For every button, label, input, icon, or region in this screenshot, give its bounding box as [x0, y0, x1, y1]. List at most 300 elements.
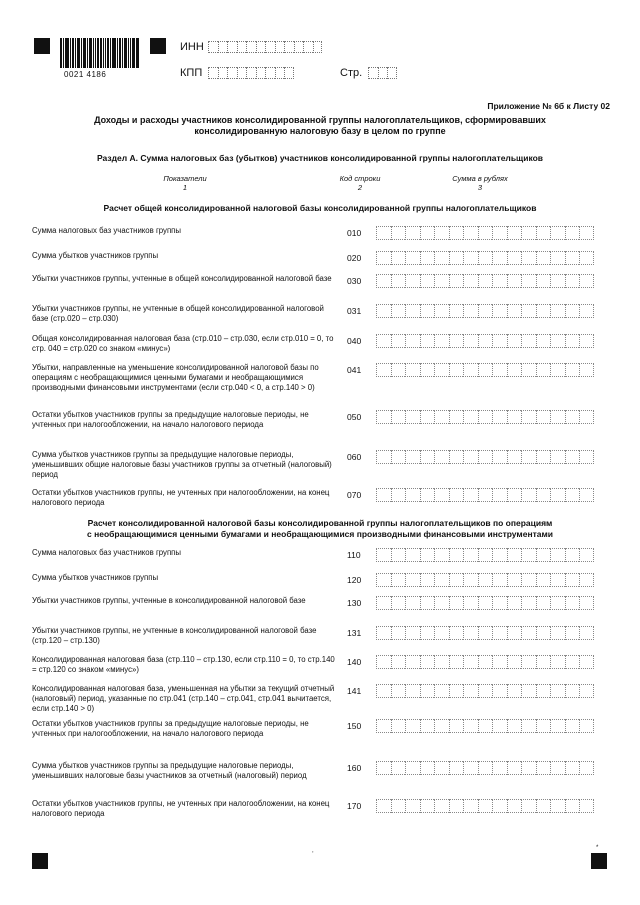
amount-cell[interactable]	[391, 626, 406, 640]
input-cell[interactable]	[284, 41, 294, 53]
amount-cell[interactable]	[550, 410, 565, 424]
amount-cell[interactable]	[449, 684, 464, 698]
amount-cell[interactable]	[478, 488, 493, 502]
amount-field-010[interactable]	[376, 226, 594, 240]
amount-cell[interactable]	[579, 488, 594, 502]
amount-field-130[interactable]	[376, 596, 594, 610]
amount-field-120[interactable]	[376, 573, 594, 587]
amount-cell[interactable]	[391, 761, 406, 775]
input-cell[interactable]	[275, 67, 285, 79]
amount-cell[interactable]	[420, 450, 435, 464]
amount-cell[interactable]	[420, 573, 435, 587]
amount-cell[interactable]	[434, 450, 449, 464]
amount-cell[interactable]	[565, 548, 580, 562]
amount-cell[interactable]	[492, 719, 507, 733]
amount-cell[interactable]	[434, 761, 449, 775]
amount-cell[interactable]	[420, 655, 435, 669]
input-cell[interactable]	[208, 67, 218, 79]
amount-cell[interactable]	[565, 684, 580, 698]
input-cell[interactable]	[246, 41, 256, 53]
amount-cell[interactable]	[507, 761, 522, 775]
amount-cell[interactable]	[449, 274, 464, 288]
amount-cell[interactable]	[536, 488, 551, 502]
amount-cell[interactable]	[565, 334, 580, 348]
amount-cell[interactable]	[463, 334, 478, 348]
amount-cell[interactable]	[391, 363, 406, 377]
amount-cell[interactable]	[565, 226, 580, 240]
amount-cell[interactable]	[420, 799, 435, 813]
amount-cell[interactable]	[492, 226, 507, 240]
amount-cell[interactable]	[507, 548, 522, 562]
input-cell[interactable]	[237, 67, 247, 79]
amount-cell[interactable]	[391, 684, 406, 698]
amount-cell[interactable]	[536, 799, 551, 813]
amount-cell[interactable]	[449, 226, 464, 240]
amount-cell[interactable]	[550, 274, 565, 288]
amount-cell[interactable]	[521, 488, 536, 502]
amount-cell[interactable]	[478, 719, 493, 733]
amount-field-160[interactable]	[376, 761, 594, 775]
amount-cell[interactable]	[536, 450, 551, 464]
amount-cell[interactable]	[492, 251, 507, 265]
amount-cell[interactable]	[376, 274, 391, 288]
amount-cell[interactable]	[449, 410, 464, 424]
amount-cell[interactable]	[507, 251, 522, 265]
amount-cell[interactable]	[420, 719, 435, 733]
amount-cell[interactable]	[521, 799, 536, 813]
amount-cell[interactable]	[492, 626, 507, 640]
amount-cell[interactable]	[463, 488, 478, 502]
amount-cell[interactable]	[492, 684, 507, 698]
amount-cell[interactable]	[550, 334, 565, 348]
amount-cell[interactable]	[376, 719, 391, 733]
amount-cell[interactable]	[507, 274, 522, 288]
amount-cell[interactable]	[550, 251, 565, 265]
amount-cell[interactable]	[420, 761, 435, 775]
amount-cell[interactable]	[536, 573, 551, 587]
amount-cell[interactable]	[565, 304, 580, 318]
amount-cell[interactable]	[550, 626, 565, 640]
amount-cell[interactable]	[449, 596, 464, 610]
amount-cell[interactable]	[449, 548, 464, 562]
amount-cell[interactable]	[420, 684, 435, 698]
amount-cell[interactable]	[463, 450, 478, 464]
amount-cell[interactable]	[492, 304, 507, 318]
amount-cell[interactable]	[521, 251, 536, 265]
amount-cell[interactable]	[579, 334, 594, 348]
amount-cell[interactable]	[478, 596, 493, 610]
amount-field-131[interactable]	[376, 626, 594, 640]
amount-cell[interactable]	[434, 655, 449, 669]
amount-cell[interactable]	[521, 334, 536, 348]
amount-cell[interactable]	[405, 719, 420, 733]
amount-cell[interactable]	[391, 410, 406, 424]
amount-cell[interactable]	[376, 410, 391, 424]
amount-cell[interactable]	[391, 573, 406, 587]
amount-cell[interactable]	[405, 274, 420, 288]
amount-cell[interactable]	[536, 274, 551, 288]
amount-cell[interactable]	[449, 761, 464, 775]
amount-field-041[interactable]	[376, 363, 594, 377]
amount-cell[interactable]	[565, 450, 580, 464]
amount-cell[interactable]	[376, 596, 391, 610]
amount-cell[interactable]	[565, 596, 580, 610]
amount-cell[interactable]	[507, 488, 522, 502]
amount-cell[interactable]	[463, 274, 478, 288]
amount-cell[interactable]	[376, 304, 391, 318]
amount-cell[interactable]	[565, 410, 580, 424]
input-cell[interactable]	[208, 41, 218, 53]
amount-cell[interactable]	[521, 410, 536, 424]
amount-cell[interactable]	[405, 684, 420, 698]
amount-cell[interactable]	[536, 334, 551, 348]
amount-field-140[interactable]	[376, 655, 594, 669]
amount-cell[interactable]	[492, 274, 507, 288]
amount-cell[interactable]	[420, 363, 435, 377]
amount-cell[interactable]	[492, 334, 507, 348]
input-cell[interactable]	[218, 67, 228, 79]
amount-cell[interactable]	[434, 548, 449, 562]
amount-cell[interactable]	[507, 719, 522, 733]
amount-cell[interactable]	[391, 334, 406, 348]
amount-cell[interactable]	[550, 488, 565, 502]
amount-cell[interactable]	[565, 488, 580, 502]
amount-cell[interactable]	[478, 410, 493, 424]
amount-cell[interactable]	[521, 548, 536, 562]
input-cell[interactable]	[227, 67, 237, 79]
amount-cell[interactable]	[507, 304, 522, 318]
amount-cell[interactable]	[492, 573, 507, 587]
amount-cell[interactable]	[579, 251, 594, 265]
amount-cell[interactable]	[565, 655, 580, 669]
amount-cell[interactable]	[579, 410, 594, 424]
amount-cell[interactable]	[463, 719, 478, 733]
amount-cell[interactable]	[434, 226, 449, 240]
amount-cell[interactable]	[449, 488, 464, 502]
amount-cell[interactable]	[492, 363, 507, 377]
amount-cell[interactable]	[507, 450, 522, 464]
amount-cell[interactable]	[579, 450, 594, 464]
amount-cell[interactable]	[521, 573, 536, 587]
amount-cell[interactable]	[478, 761, 493, 775]
input-cell[interactable]	[218, 41, 228, 53]
input-cell[interactable]	[387, 67, 397, 79]
amount-field-050[interactable]	[376, 410, 594, 424]
input-cell[interactable]	[303, 41, 313, 53]
amount-cell[interactable]	[478, 274, 493, 288]
input-cell[interactable]	[368, 67, 378, 79]
amount-cell[interactable]	[550, 304, 565, 318]
amount-cell[interactable]	[434, 251, 449, 265]
amount-cell[interactable]	[536, 251, 551, 265]
amount-cell[interactable]	[521, 450, 536, 464]
amount-cell[interactable]	[463, 799, 478, 813]
amount-cell[interactable]	[434, 363, 449, 377]
amount-cell[interactable]	[434, 684, 449, 698]
amount-cell[interactable]	[478, 626, 493, 640]
amount-field-030[interactable]	[376, 274, 594, 288]
amount-cell[interactable]	[492, 410, 507, 424]
amount-cell[interactable]	[579, 363, 594, 377]
amount-cell[interactable]	[550, 548, 565, 562]
amount-cell[interactable]	[579, 548, 594, 562]
amount-cell[interactable]	[449, 334, 464, 348]
amount-field-150[interactable]	[376, 719, 594, 733]
amount-cell[interactable]	[420, 626, 435, 640]
amount-cell[interactable]	[376, 251, 391, 265]
amount-field-040[interactable]	[376, 334, 594, 348]
amount-cell[interactable]	[405, 761, 420, 775]
amount-cell[interactable]	[478, 363, 493, 377]
amount-cell[interactable]	[492, 655, 507, 669]
amount-cell[interactable]	[536, 655, 551, 669]
amount-field-020[interactable]	[376, 251, 594, 265]
amount-cell[interactable]	[478, 799, 493, 813]
amount-cell[interactable]	[449, 626, 464, 640]
amount-cell[interactable]	[521, 226, 536, 240]
amount-cell[interactable]	[420, 596, 435, 610]
amount-cell[interactable]	[434, 573, 449, 587]
amount-cell[interactable]	[405, 626, 420, 640]
amount-cell[interactable]	[507, 226, 522, 240]
amount-cell[interactable]	[391, 304, 406, 318]
amount-cell[interactable]	[478, 304, 493, 318]
amount-cell[interactable]	[405, 363, 420, 377]
amount-cell[interactable]	[492, 488, 507, 502]
amount-cell[interactable]	[565, 251, 580, 265]
amount-cell[interactable]	[507, 799, 522, 813]
amount-cell[interactable]	[478, 226, 493, 240]
amount-field-031[interactable]	[376, 304, 594, 318]
amount-cell[interactable]	[579, 684, 594, 698]
input-cell[interactable]	[284, 67, 294, 79]
amount-cell[interactable]	[391, 548, 406, 562]
input-cell[interactable]	[378, 67, 388, 79]
input-cell[interactable]	[313, 41, 323, 53]
amount-cell[interactable]	[507, 410, 522, 424]
amount-cell[interactable]	[420, 274, 435, 288]
amount-cell[interactable]	[376, 548, 391, 562]
amount-cell[interactable]	[579, 274, 594, 288]
amount-cell[interactable]	[565, 761, 580, 775]
amount-cell[interactable]	[449, 573, 464, 587]
amount-cell[interactable]	[405, 226, 420, 240]
amount-cell[interactable]	[536, 761, 551, 775]
amount-cell[interactable]	[536, 626, 551, 640]
amount-cell[interactable]	[550, 573, 565, 587]
amount-cell[interactable]	[434, 410, 449, 424]
amount-cell[interactable]	[579, 719, 594, 733]
amount-cell[interactable]	[434, 799, 449, 813]
amount-cell[interactable]	[463, 548, 478, 562]
amount-cell[interactable]	[565, 719, 580, 733]
input-cell[interactable]	[294, 41, 304, 53]
amount-cell[interactable]	[521, 304, 536, 318]
amount-cell[interactable]	[478, 251, 493, 265]
amount-cell[interactable]	[478, 450, 493, 464]
amount-cell[interactable]	[449, 251, 464, 265]
amount-cell[interactable]	[391, 799, 406, 813]
amount-cell[interactable]	[507, 655, 522, 669]
amount-cell[interactable]	[376, 363, 391, 377]
input-cell[interactable]	[265, 41, 275, 53]
amount-cell[interactable]	[579, 304, 594, 318]
amount-cell[interactable]	[521, 626, 536, 640]
amount-cell[interactable]	[492, 596, 507, 610]
amount-cell[interactable]	[550, 799, 565, 813]
amount-cell[interactable]	[434, 274, 449, 288]
amount-cell[interactable]	[463, 226, 478, 240]
amount-cell[interactable]	[405, 573, 420, 587]
amount-cell[interactable]	[463, 684, 478, 698]
amount-cell[interactable]	[579, 626, 594, 640]
amount-field-110[interactable]	[376, 548, 594, 562]
amount-cell[interactable]	[434, 334, 449, 348]
input-cell[interactable]	[256, 67, 266, 79]
amount-cell[interactable]	[391, 488, 406, 502]
amount-field-141[interactable]	[376, 684, 594, 698]
amount-cell[interactable]	[449, 450, 464, 464]
amount-cell[interactable]	[376, 626, 391, 640]
amount-cell[interactable]	[507, 573, 522, 587]
amount-cell[interactable]	[536, 684, 551, 698]
amount-cell[interactable]	[579, 596, 594, 610]
amount-cell[interactable]	[405, 251, 420, 265]
amount-cell[interactable]	[376, 573, 391, 587]
amount-cell[interactable]	[405, 488, 420, 502]
amount-cell[interactable]	[376, 655, 391, 669]
amount-cell[interactable]	[449, 719, 464, 733]
amount-cell[interactable]	[507, 363, 522, 377]
amount-cell[interactable]	[420, 334, 435, 348]
amount-cell[interactable]	[434, 304, 449, 318]
amount-cell[interactable]	[579, 655, 594, 669]
amount-cell[interactable]	[376, 226, 391, 240]
amount-cell[interactable]	[492, 548, 507, 562]
amount-cell[interactable]	[434, 488, 449, 502]
amount-cell[interactable]	[420, 226, 435, 240]
amount-cell[interactable]	[463, 410, 478, 424]
amount-cell[interactable]	[521, 761, 536, 775]
amount-cell[interactable]	[463, 573, 478, 587]
amount-cell[interactable]	[463, 363, 478, 377]
amount-cell[interactable]	[536, 304, 551, 318]
amount-cell[interactable]	[579, 799, 594, 813]
amount-cell[interactable]	[405, 410, 420, 424]
input-cell[interactable]	[227, 41, 237, 53]
amount-cell[interactable]	[536, 596, 551, 610]
amount-cell[interactable]	[463, 596, 478, 610]
amount-cell[interactable]	[478, 548, 493, 562]
amount-cell[interactable]	[405, 596, 420, 610]
input-cell[interactable]	[265, 67, 275, 79]
amount-cell[interactable]	[507, 684, 522, 698]
amount-field-070[interactable]	[376, 488, 594, 502]
amount-cell[interactable]	[565, 363, 580, 377]
amount-cell[interactable]	[434, 719, 449, 733]
amount-cell[interactable]	[579, 761, 594, 775]
amount-cell[interactable]	[376, 684, 391, 698]
amount-field-170[interactable]	[376, 799, 594, 813]
amount-cell[interactable]	[507, 596, 522, 610]
amount-cell[interactable]	[565, 626, 580, 640]
amount-cell[interactable]	[449, 799, 464, 813]
amount-cell[interactable]	[463, 655, 478, 669]
amount-cell[interactable]	[405, 334, 420, 348]
amount-cell[interactable]	[420, 410, 435, 424]
amount-cell[interactable]	[434, 626, 449, 640]
amount-cell[interactable]	[463, 251, 478, 265]
amount-cell[interactable]	[376, 799, 391, 813]
amount-cell[interactable]	[391, 251, 406, 265]
amount-field-060[interactable]	[376, 450, 594, 464]
amount-cell[interactable]	[536, 410, 551, 424]
amount-cell[interactable]	[550, 596, 565, 610]
amount-cell[interactable]	[507, 334, 522, 348]
amount-cell[interactable]	[376, 488, 391, 502]
amount-cell[interactable]	[536, 226, 551, 240]
amount-cell[interactable]	[420, 488, 435, 502]
amount-cell[interactable]	[391, 450, 406, 464]
amount-cell[interactable]	[521, 274, 536, 288]
amount-cell[interactable]	[492, 450, 507, 464]
amount-cell[interactable]	[376, 450, 391, 464]
amount-cell[interactable]	[463, 626, 478, 640]
amount-cell[interactable]	[492, 761, 507, 775]
amount-cell[interactable]	[550, 450, 565, 464]
amount-cell[interactable]	[478, 655, 493, 669]
amount-cell[interactable]	[507, 626, 522, 640]
amount-cell[interactable]	[521, 596, 536, 610]
amount-cell[interactable]	[565, 573, 580, 587]
amount-cell[interactable]	[420, 304, 435, 318]
input-cell[interactable]	[246, 67, 256, 79]
amount-cell[interactable]	[420, 548, 435, 562]
amount-cell[interactable]	[405, 799, 420, 813]
amount-cell[interactable]	[391, 274, 406, 288]
amount-cell[interactable]	[405, 655, 420, 669]
amount-cell[interactable]	[420, 251, 435, 265]
kpp-field[interactable]	[208, 67, 294, 79]
amount-cell[interactable]	[579, 573, 594, 587]
amount-cell[interactable]	[550, 684, 565, 698]
amount-cell[interactable]	[550, 226, 565, 240]
amount-cell[interactable]	[521, 719, 536, 733]
amount-cell[interactable]	[521, 684, 536, 698]
input-cell[interactable]	[275, 41, 285, 53]
amount-cell[interactable]	[391, 596, 406, 610]
amount-cell[interactable]	[565, 274, 580, 288]
inn-field[interactable]	[208, 41, 322, 53]
amount-cell[interactable]	[536, 363, 551, 377]
amount-cell[interactable]	[521, 363, 536, 377]
amount-cell[interactable]	[449, 363, 464, 377]
amount-cell[interactable]	[536, 548, 551, 562]
amount-cell[interactable]	[405, 450, 420, 464]
input-cell[interactable]	[237, 41, 247, 53]
amount-cell[interactable]	[478, 334, 493, 348]
amount-cell[interactable]	[478, 573, 493, 587]
amount-cell[interactable]	[463, 761, 478, 775]
amount-cell[interactable]	[550, 363, 565, 377]
amount-cell[interactable]	[550, 655, 565, 669]
amount-cell[interactable]	[492, 799, 507, 813]
amount-cell[interactable]	[463, 304, 478, 318]
amount-cell[interactable]	[391, 719, 406, 733]
amount-cell[interactable]	[391, 226, 406, 240]
amount-cell[interactable]	[521, 655, 536, 669]
amount-cell[interactable]	[550, 719, 565, 733]
